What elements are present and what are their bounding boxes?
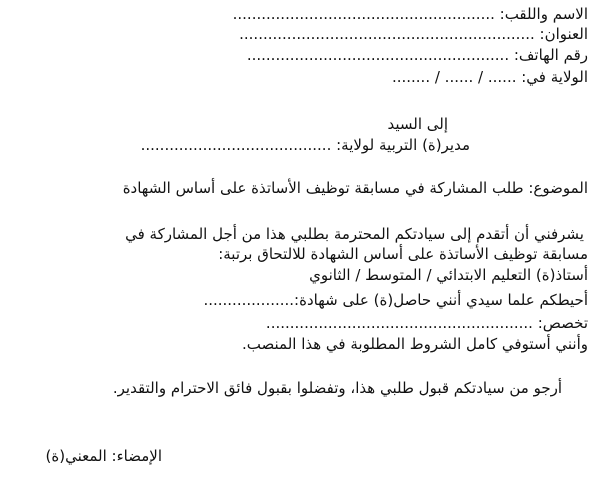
body-line-4: أحيطكم علما سيدي أنني حاصل(ة) على شهادة:...................	[203, 291, 588, 309]
body-line-1: يشرفني أن أتقدم إلى سيادتكم المحترمة بطلبي هذا من أجل المشاركة في	[125, 225, 584, 243]
signature-line: الإمضاء: المعني(ة)	[45, 447, 162, 465]
date-line: الولاية في: ...... / ...... / ........	[391, 68, 588, 86]
body-line-5: تخصص: ........................................................	[265, 314, 588, 332]
sender-address-line: العنوان: ..............................................................	[239, 25, 588, 43]
recipient-to-line: إلى السيد	[387, 115, 448, 133]
subject-line: الموضوع: طلب المشاركة في مسابقة توظيف الأساتذة على أساس الشهادة	[122, 179, 588, 197]
body-line-3: أستاذ(ة) التعليم الابتدائي / المتوسط / الثانوي	[309, 266, 588, 284]
body-line-6: وأنني أستوفي كامل الشروط المطلوبة في هذا المنصب.	[241, 335, 588, 353]
sender-name-line: الاسم واللقب: .......................................................	[232, 5, 588, 23]
recipient-director-line: مدير(ة) التربية لولاية: ........................................	[140, 136, 470, 154]
body-line-2: مسابقة توظيف الأساتذة على أساس الشهادة للالتحاق برتبة:	[218, 245, 588, 263]
sender-phone-line: رقم الهاتف: .......................................................	[246, 46, 588, 64]
closing-line: أرجو من سيادتكم قبول طلبي هذا، وتفضلوا بقبول فائق الاحترام والتقدير.	[112, 379, 562, 397]
